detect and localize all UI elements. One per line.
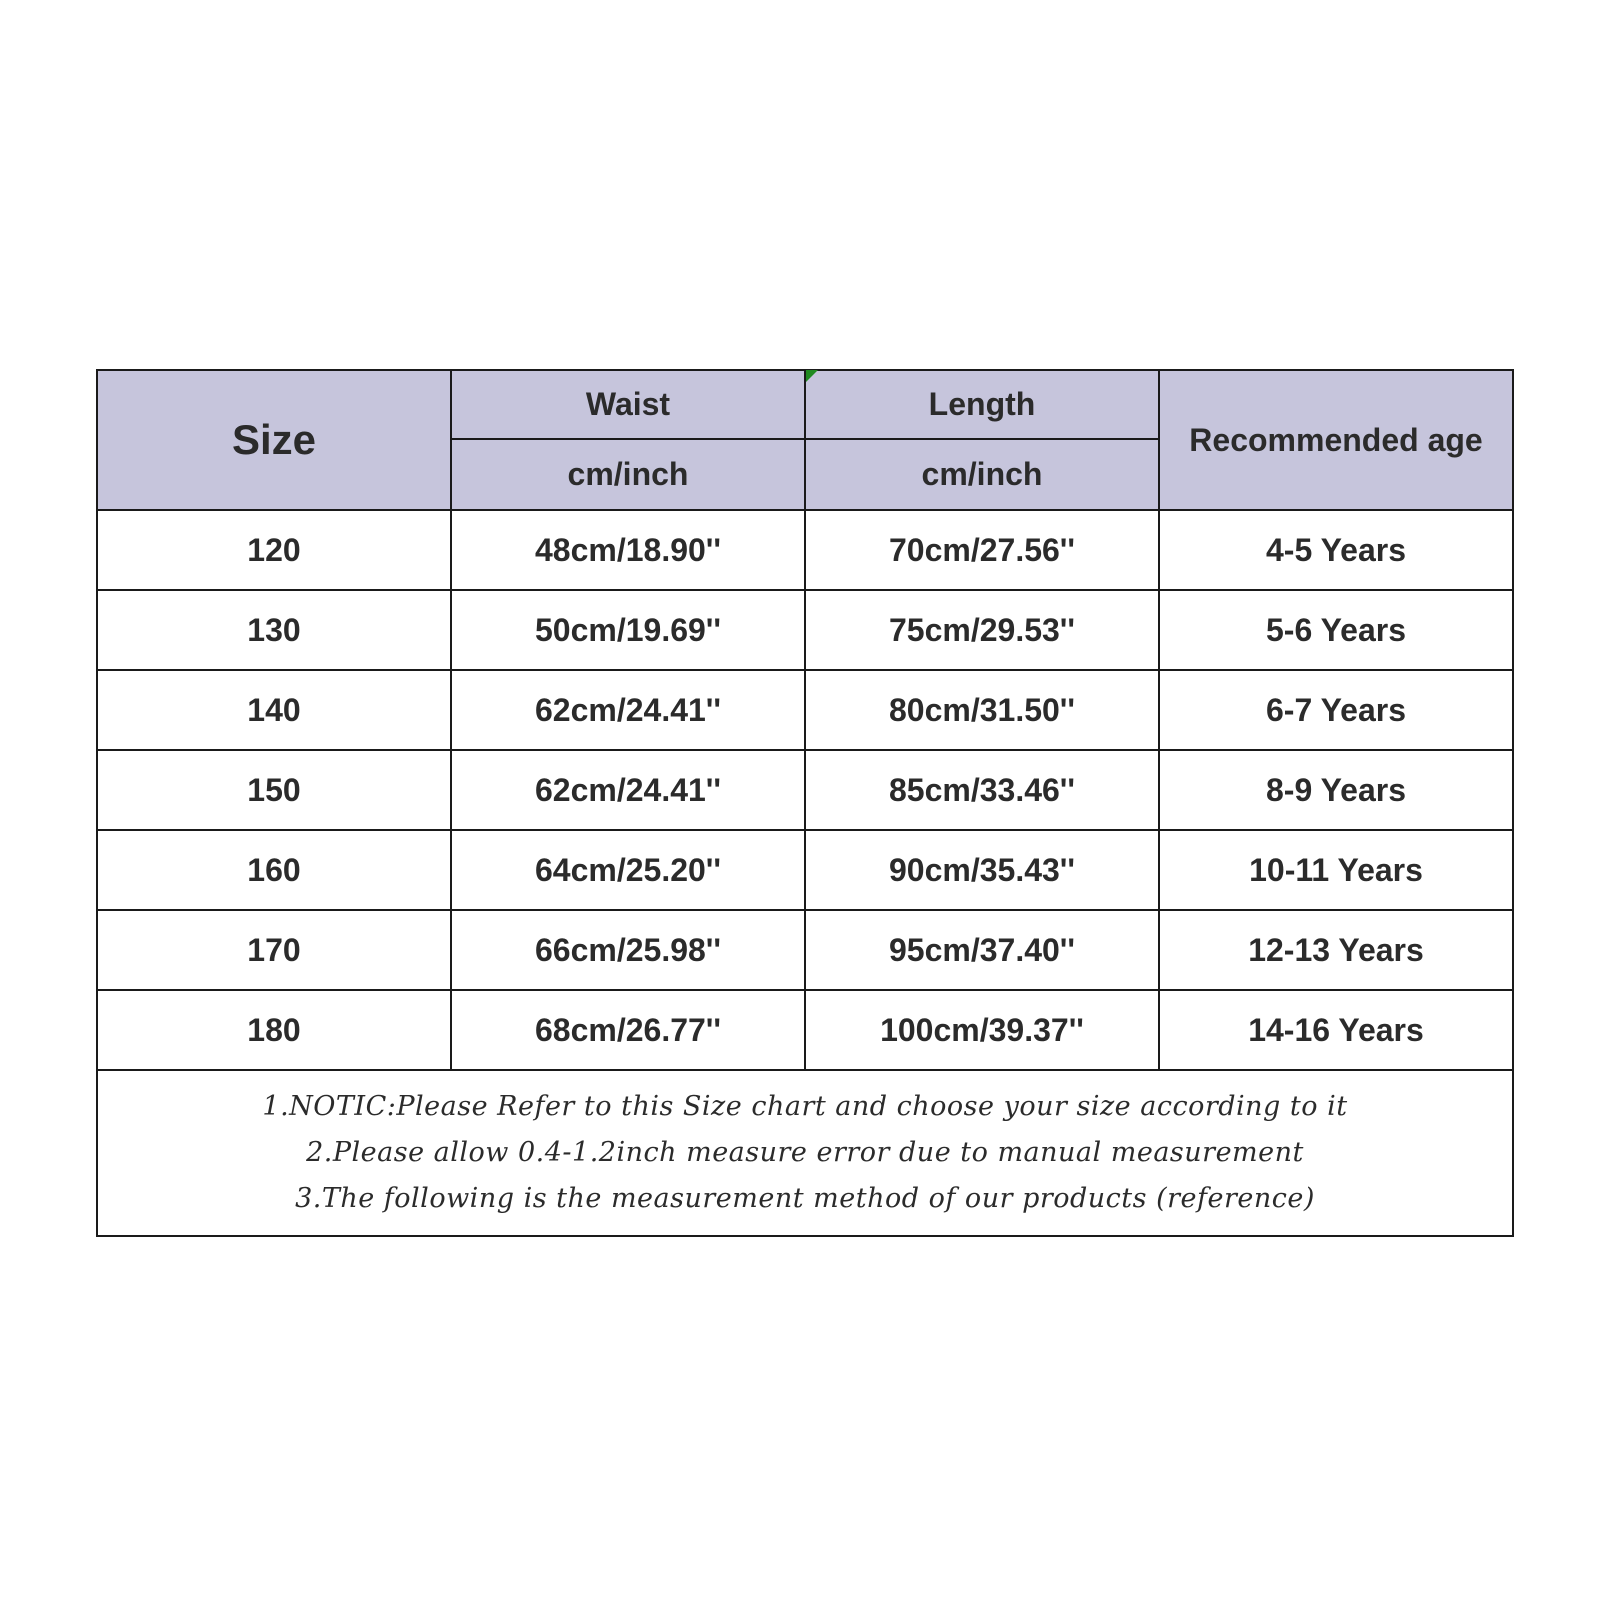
- waist-cell: 64cm/25.20'': [451, 830, 805, 910]
- age-cell: 5-6 Years: [1159, 590, 1513, 670]
- table-row: [97, 990, 1513, 1070]
- waist-unit-header: cm/inch: [451, 439, 805, 510]
- age-cell: 10-11 Years: [1159, 830, 1513, 910]
- length-cell: 80cm/31.50'': [805, 670, 1159, 750]
- size-header: Size: [97, 370, 451, 510]
- note-line: 2.Please allow 0.4-1.2inch measure error due to manual measurement: [306, 1137, 1304, 1168]
- length-cell: 75cm/29.53'': [805, 590, 1159, 670]
- waist-header: Waist: [451, 370, 805, 439]
- waist-cell: 48cm/18.90'': [451, 510, 805, 590]
- size-cell: 120: [97, 510, 451, 590]
- waist-cell: 50cm/19.69'': [451, 590, 805, 670]
- size-chart-table: [96, 369, 1514, 1237]
- waist-cell: 62cm/24.41'': [451, 750, 805, 830]
- length-cell: 100cm/39.37'': [805, 990, 1159, 1070]
- length-header: Length: [805, 370, 1159, 439]
- age-cell: 4-5 Years: [1159, 510, 1513, 590]
- length-unit-header: cm/inch: [805, 439, 1159, 510]
- size-cell: 170: [97, 910, 451, 990]
- table-row: [97, 590, 1513, 670]
- length-cell: 70cm/27.56'': [805, 510, 1159, 590]
- waist-cell: 66cm/25.98'': [451, 910, 805, 990]
- waist-cell: 62cm/24.41'': [451, 670, 805, 750]
- length-cell: 90cm/35.43'': [805, 830, 1159, 910]
- waist-cell: 68cm/26.77'': [451, 990, 805, 1070]
- size-cell: 130: [97, 590, 451, 670]
- notes-block: [97, 1070, 1513, 1236]
- length-cell: 85cm/33.46'': [805, 750, 1159, 830]
- size-cell: 150: [97, 750, 451, 830]
- table-row: [97, 830, 1513, 910]
- size-cell: 140: [97, 670, 451, 750]
- recommended-age-header: Recommended age: [1159, 370, 1513, 510]
- note-line: 1.NOTIC:Please Refer to this Size chart and choose your size according to it: [262, 1091, 1348, 1122]
- age-cell: 14-16 Years: [1159, 990, 1513, 1070]
- age-cell: 6-7 Years: [1159, 670, 1513, 750]
- table-row: [97, 510, 1513, 590]
- table-row: [97, 910, 1513, 990]
- age-cell: 12-13 Years: [1159, 910, 1513, 990]
- size-cell: 180: [97, 990, 451, 1070]
- note-line: 3.The following is the measurement method of our products (reference): [295, 1183, 1315, 1214]
- age-cell: 8-9 Years: [1159, 750, 1513, 830]
- cell-comment-marker-icon: [806, 370, 818, 382]
- length-cell: 95cm/37.40'': [805, 910, 1159, 990]
- table-row: [97, 670, 1513, 750]
- table-row: [97, 750, 1513, 830]
- size-cell: 160: [97, 830, 451, 910]
